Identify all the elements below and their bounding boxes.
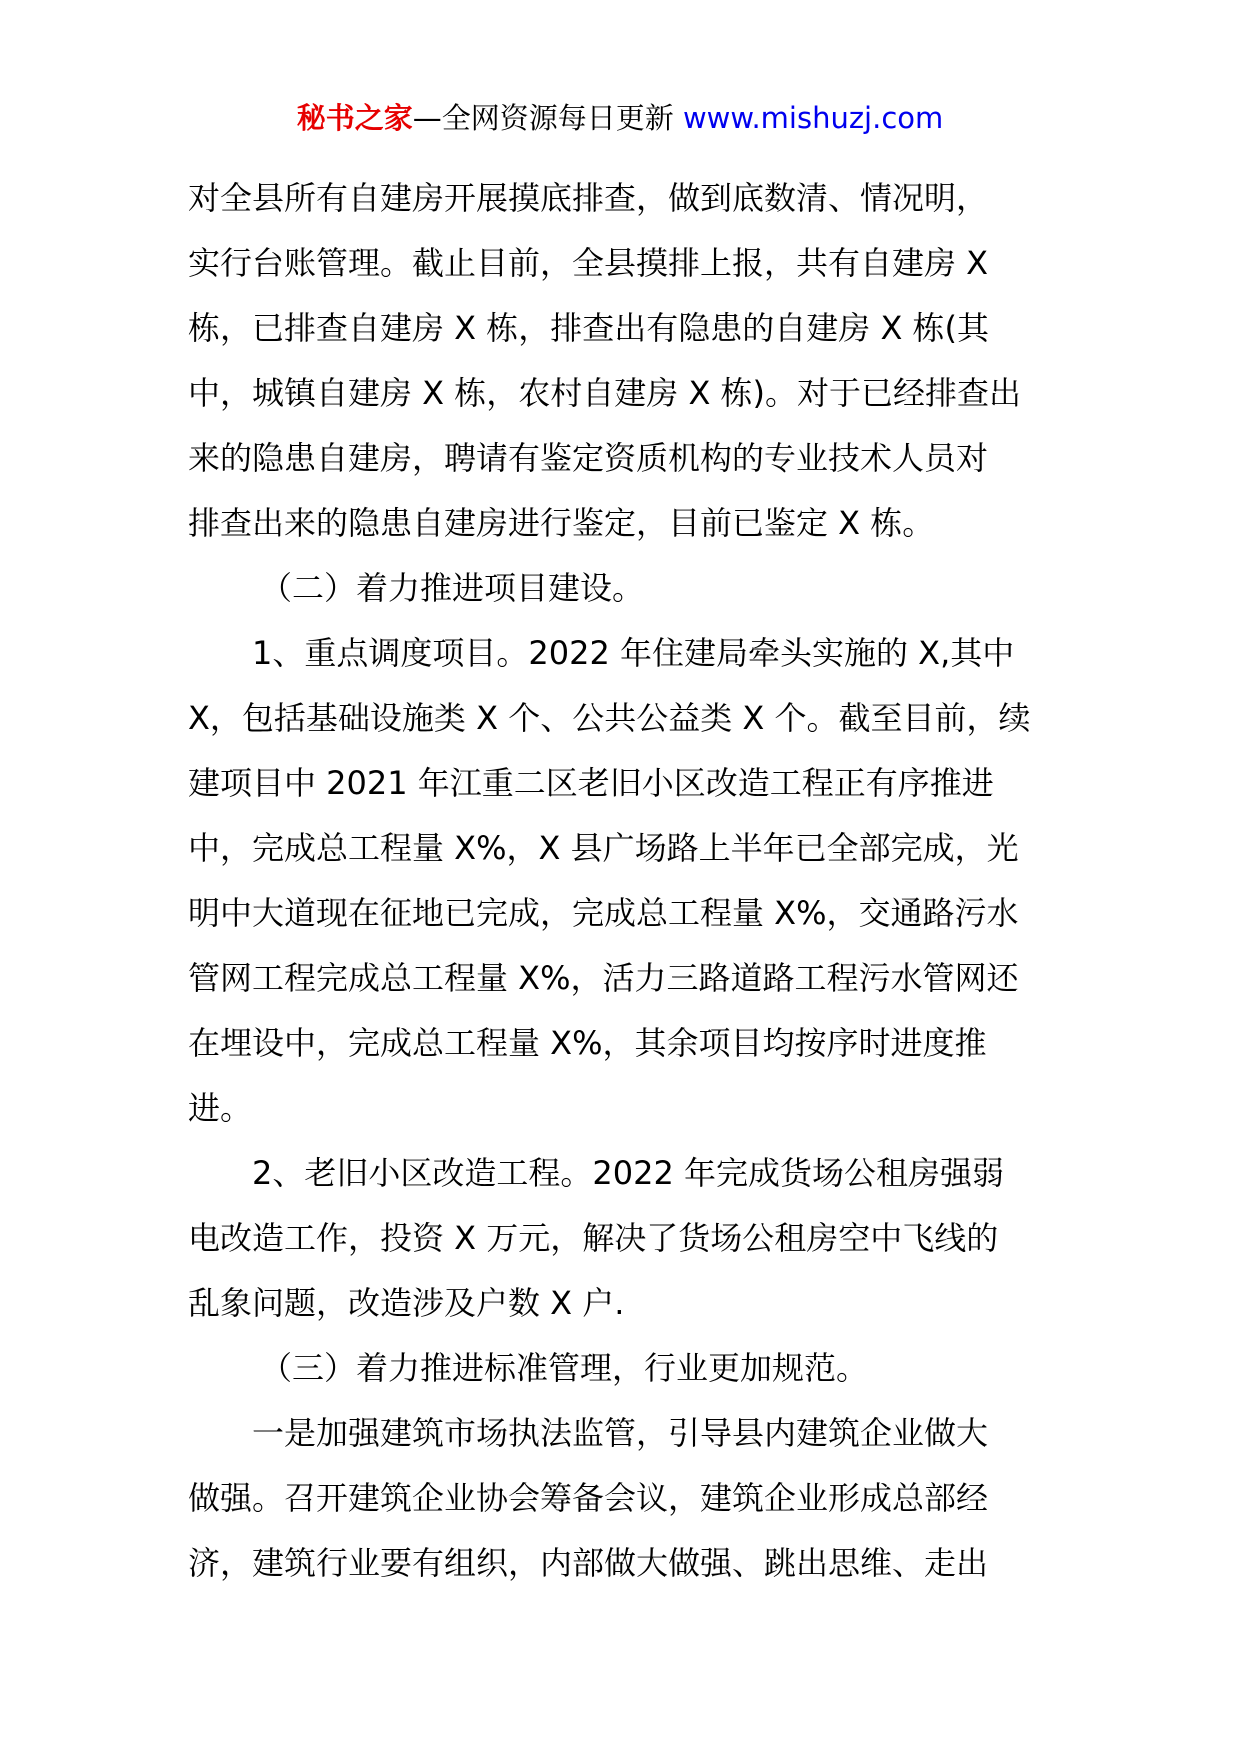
body-line: 来的隐患自建房，聘请有鉴定资质机构的专业技术人员对 xyxy=(188,439,989,477)
document-body xyxy=(188,166,1060,1596)
body-line: 进。 xyxy=(188,1089,253,1127)
body-line: 中，城镇自建房 X 栋，农村自建房 X 栋)。对于已经排查出 xyxy=(188,374,1022,412)
body-line: 在埋设中，完成总工程量 X%，其余项目均按序时进度推 xyxy=(188,1024,987,1062)
body-line: 明中大道现在征地已完成，完成总工程量 X%，交通路污水 xyxy=(188,894,1019,932)
paragraph-start: 一是加强建筑市场执法监管，引导县内建筑企业做大 xyxy=(252,1414,989,1452)
header-slogan: —全网资源每日更新 xyxy=(412,101,674,135)
body-line: 乱象问题，改造涉及户数 X 户. xyxy=(188,1284,625,1322)
header-url-link[interactable]: www.mishuzj.com xyxy=(682,101,944,135)
body-line: 建项目中 2021 年江重二区老旧小区改造工程正有序推进 xyxy=(188,764,994,802)
section-heading: （二）着力推进项目建设。 xyxy=(260,569,645,607)
body-line: 电改造工作，投资 X 万元，解决了货场公租房空中飞线的 xyxy=(188,1219,999,1257)
body-line: 实行台账管理。截止目前，全县摸排上报，共有自建房 X xyxy=(188,244,989,282)
body-line: 做强。召开建筑企业协会筹备会议，建筑企业形成总部经 xyxy=(188,1479,989,1517)
body-line: 排查出来的隐患自建房进行鉴定，目前已鉴定 X 栋。 xyxy=(188,504,935,542)
section-heading: （三）着力推进标准管理，行业更加规范。 xyxy=(260,1349,869,1387)
body-line: 栋，已排查自建房 X 栋，排查出有隐患的自建房 X 栋(其 xyxy=(188,309,990,347)
paragraph-start: 2、老旧小区改造工程。2022 年完成货场公租房强弱 xyxy=(252,1154,1004,1192)
body-line: 管网工程完成总工程量 X%，活力三路道路工程污水管网还 xyxy=(188,959,1019,997)
body-line: X，包括基础设施类 X 个、公共公益类 X 个。截至目前，续 xyxy=(188,699,1031,737)
body-line: 对全县所有自建房开展摸底排查，做到底数清、情况明， xyxy=(188,179,989,217)
body-line: 中，完成总工程量 X%，X 县广场路上半年已全部完成，光 xyxy=(188,829,1019,867)
header-brand: 秘书之家 xyxy=(296,101,413,135)
body-line: 济，建筑行业要有组织，内部做大做强、跳出思维、走出 xyxy=(188,1544,989,1582)
paragraph-start: 1、重点调度项目。2022 年住建局牵头实施的 X,其中 xyxy=(252,634,1015,672)
page-header xyxy=(0,98,1240,138)
